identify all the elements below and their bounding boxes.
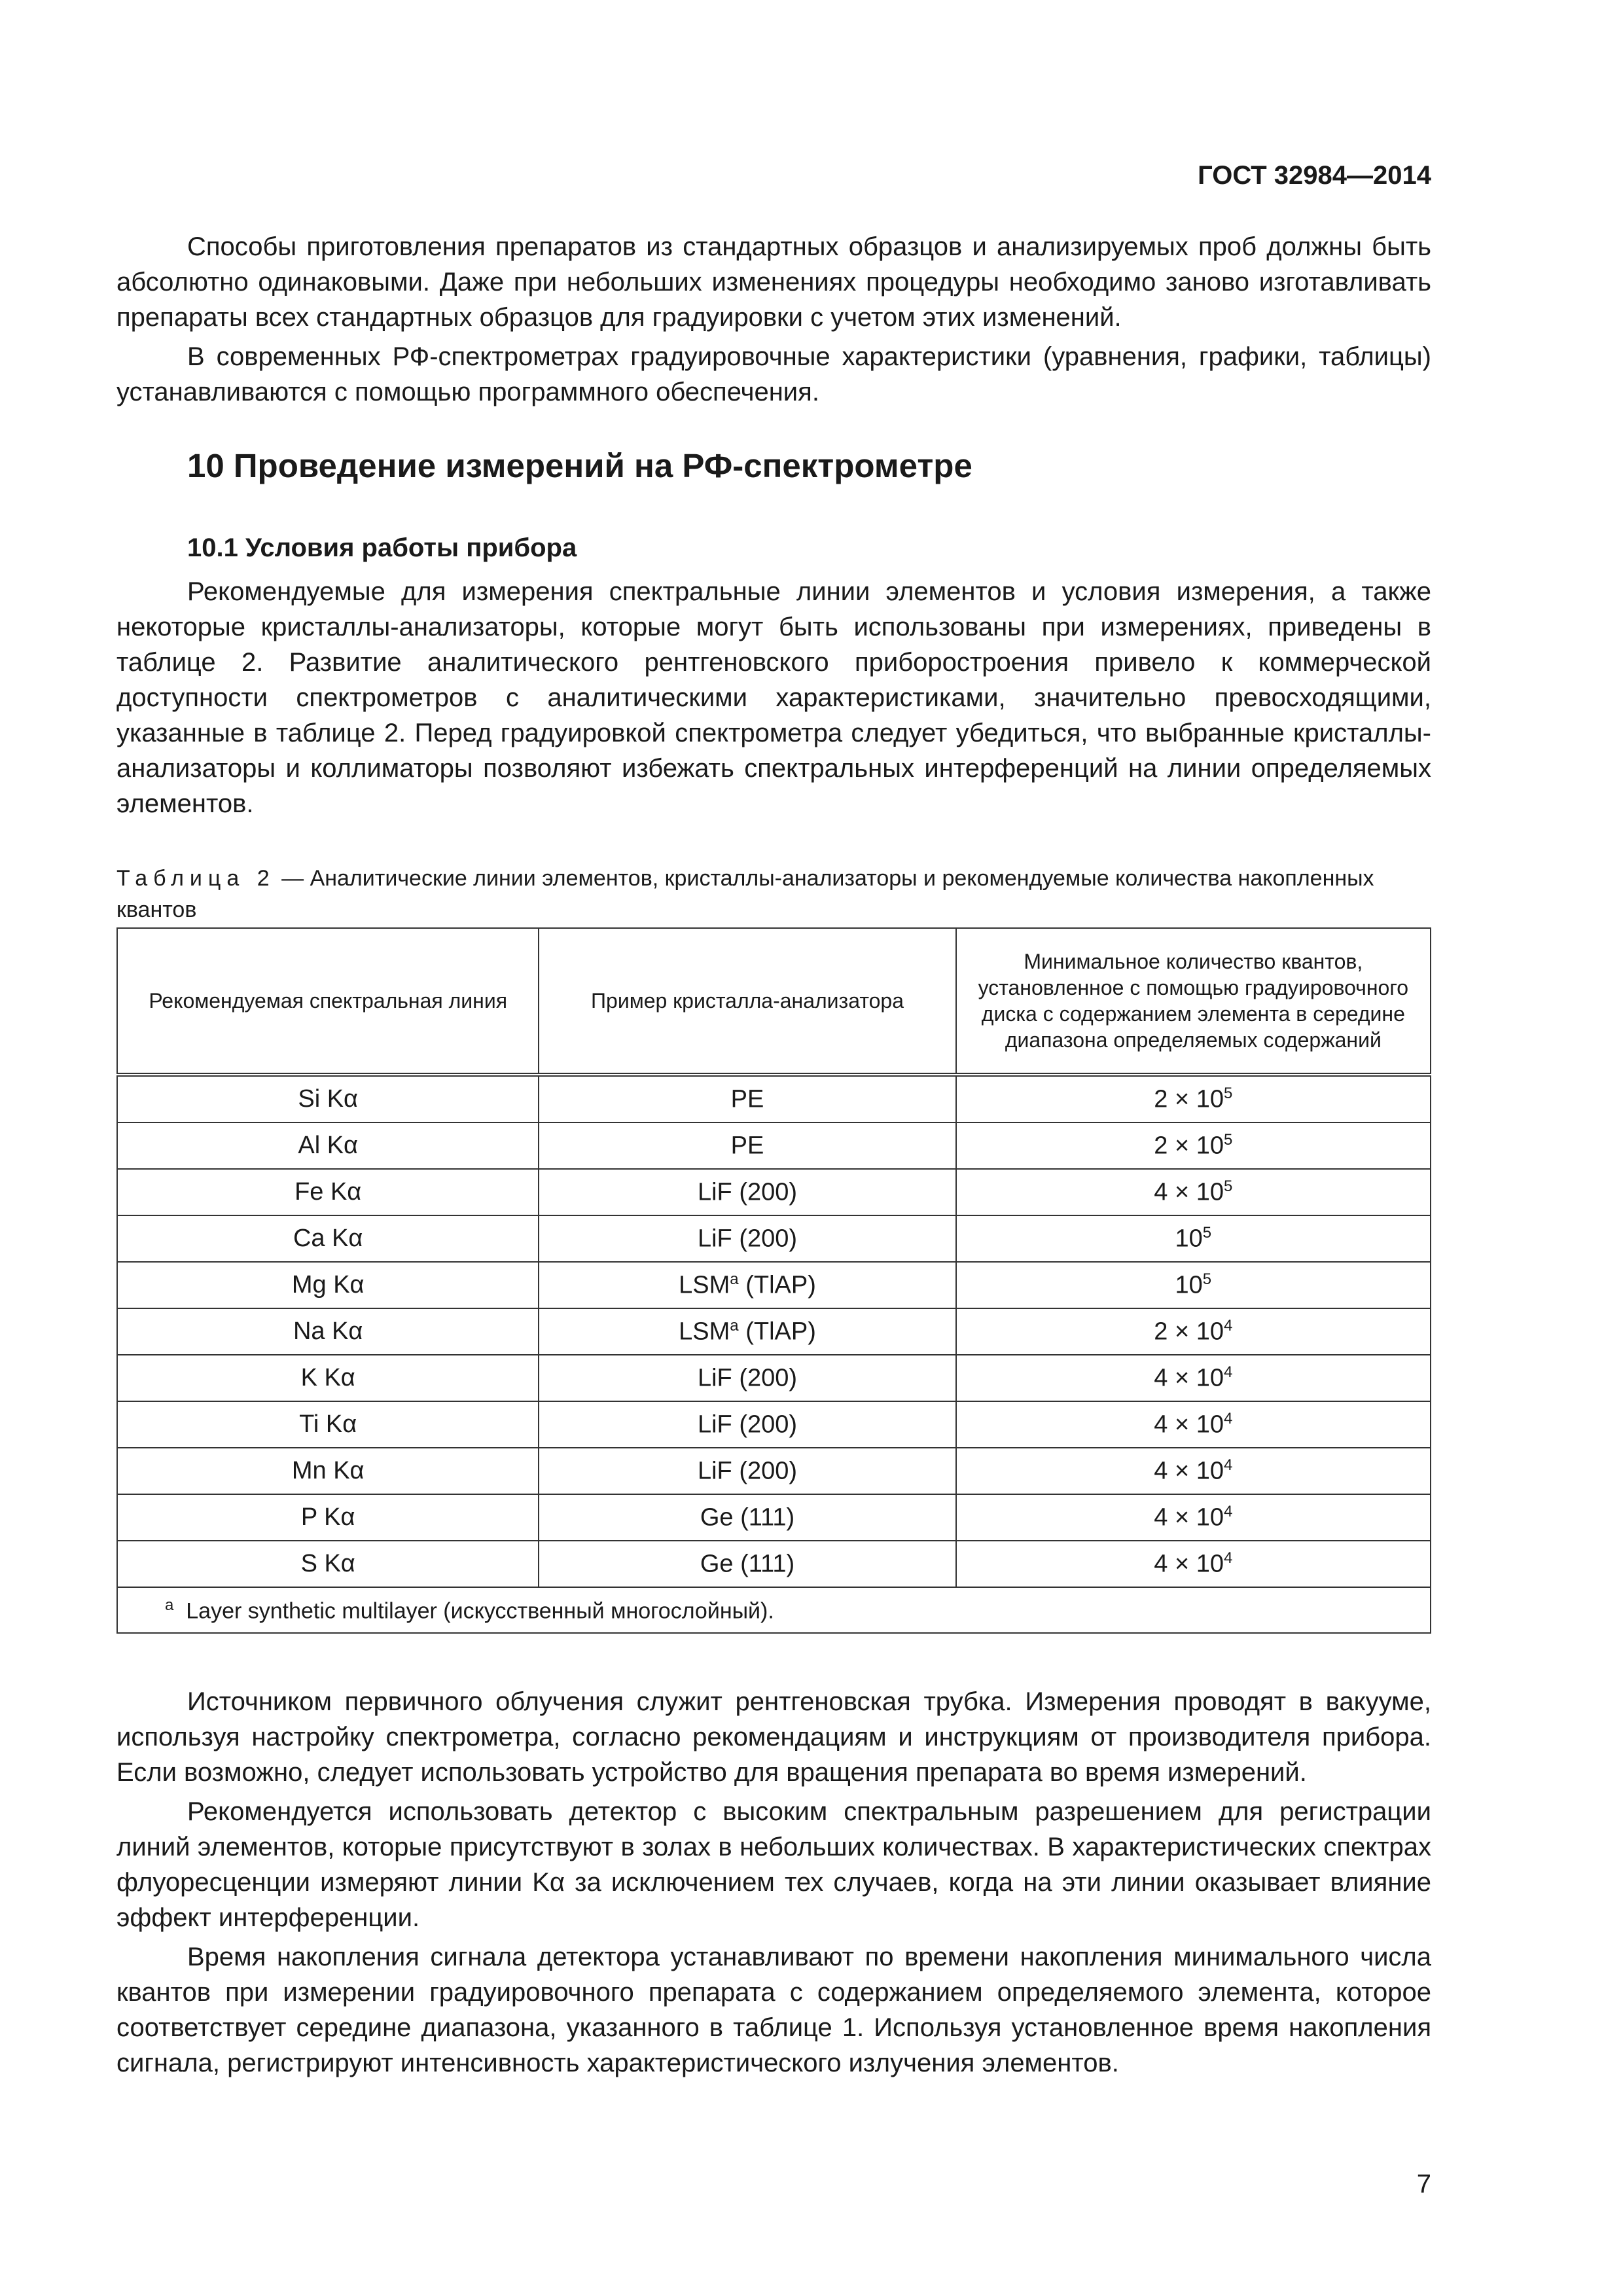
cell-count [956,1122,1431,1169]
count-exponent: 4 [1224,1363,1233,1382]
cell-crystal [539,1075,955,1122]
cell-crystal [539,1122,955,1169]
spectral-line-text: Fe Kα [294,1178,362,1206]
spectral-line-text: Si Kα [298,1085,359,1113]
table-header-row [117,928,1431,1075]
count-exponent: 5 [1224,1085,1233,1103]
paragraph: Время накопления сигнала детектора устанавливают по времени накопления минимального числа квантов при измерении градуировочного препарата с содержанием определяемого элемента, которое соответствует середине диапазона, указанного в таблице 1. Используя установленное время накопления сигнала, регистрируют интенсивность характеристического излучения элементов. [116,1943,1431,2077]
spectral-line-text: Na Kα [293,1318,363,1345]
spectral-line-text: S Kα [300,1550,355,1577]
crystal-footnote-mark: a [730,1317,739,1335]
intro-text [116,229,1431,414]
cell-count [956,1494,1431,1541]
cell-spectral-line [117,1541,539,1587]
cell-crystal [539,1541,955,1587]
cell-spectral-line [117,1075,539,1122]
cell-spectral-line [117,1355,539,1401]
column-header-count: Минимальное количество квантов, установленное с помощью градуировочного диска с содержанием элемента в середине диапазона определяемых содержаний [956,928,1431,1075]
cell-spectral-line [117,1262,539,1308]
table-row [117,1169,1431,1215]
table-row [117,1401,1431,1448]
section-text [116,574,1431,825]
subsection-heading-block [116,533,1431,563]
crystal-text: LiF (200) [697,1225,798,1253]
spectral-line-text: Ti Kα [299,1410,357,1438]
count-exponent: 4 [1224,1410,1233,1428]
paragraph: Источником первичного облучения служит рентгеновская трубка. Измерения проводят в вакууме, используя настройку спектрометра, согласно рекомендациям и инструкциям от производителя прибора. Если возможно, следует использовать устройство для вращения препарата во время измерений. [116,1687,1431,1787]
count-text: 2 × 10 [1154,1318,1224,1346]
cell-crystal [539,1355,955,1401]
count-text: 10 [1175,1271,1203,1299]
cell-spectral-line [117,1401,539,1448]
count-text: 2 × 10 [1154,1132,1224,1160]
crystal-text: LSM [679,1271,730,1299]
table-row [117,1262,1431,1308]
crystal-text: Ge (111) [700,1503,795,1532]
count-exponent: 4 [1224,1503,1233,1521]
crystal-text: LiF (200) [697,1457,798,1485]
spectral-line-text: P Kα [300,1503,355,1531]
count-exponent: 4 [1224,1456,1233,1475]
crystal-footnote-mark: a [730,1270,739,1289]
crystal-text: LSM [679,1318,730,1346]
cell-count [956,1169,1431,1215]
cell-count [956,1355,1431,1401]
column-header-line: Рекомендуемая спектральная линия [117,928,539,1075]
count-text: 4 × 10 [1154,1503,1224,1532]
cell-crystal [539,1494,955,1541]
table-row [117,1122,1431,1169]
cell-crystal [539,1215,955,1262]
count-text: 10 [1175,1225,1203,1253]
cell-crystal [539,1401,955,1448]
paragraph: В современных РФ-спектрометрах градуировочные характеристики (уравнения, графики, таблицы) устанавливаются с помощью программного обеспечения. [116,342,1431,406]
table-caption-text: — Аналитические линии элементов, кристаллы-анализаторы и рекомендуемые количества накопленных квантов [116,866,1374,922]
table-caption-label: Таблица 2 [116,866,276,891]
table-footnote [117,1587,1431,1633]
count-text: 4 × 10 [1154,1178,1224,1206]
cell-count [956,1308,1431,1355]
cell-crystal [539,1262,955,1308]
table-row [117,1075,1431,1122]
count-text: 4 × 10 [1154,1364,1224,1392]
cell-spectral-line [117,1169,539,1215]
table-row [117,1355,1431,1401]
spectral-line-text: Mg Kα [291,1271,365,1299]
count-exponent: 4 [1224,1317,1233,1335]
footnote-text: Layer synthetic multilayer (искусственный многослойный). [186,1598,774,1624]
document-id: ГОСТ 32984—2014 [1198,161,1431,190]
count-text: 4 × 10 [1154,1410,1224,1439]
paragraph: Рекомендуемые для измерения спектральные линии элементов и условия измерения, а также некоторые кристаллы-анализаторы, которые могут быть использованы при измерениях, приведены в таблице 2. Развитие аналитического рентгеновского приборостроения привело к коммерческой доступности спектрометров с аналитическими характеристиками, значительно превосходящими, указанные в таблице 2. Перед градуировкой спектрометра следует убедиться, что выбранные кристаллы-анализаторы и коллиматоры позволяют избежать спектральных интерференций на линии определяемых элементов. [116,577,1431,818]
crystal-suffix-text: (TlAP) [738,1318,816,1346]
data-table [116,927,1431,1634]
cell-spectral-line [117,1494,539,1541]
count-text: 4 × 10 [1154,1457,1224,1485]
spectral-line-text: K Kα [300,1364,355,1391]
spectral-line-text: Ca Kα [293,1225,363,1252]
cell-count [956,1075,1431,1122]
subsection-title: 10.1 Условия работы прибора [187,533,577,562]
count-text: 2 × 10 [1154,1085,1224,1113]
column-header-crystal: Пример кристалла-анализатора [539,928,955,1075]
table-row [117,1215,1431,1262]
crystal-suffix-text: (TlAP) [738,1271,816,1299]
section-heading-block [116,446,1431,485]
paragraph: Рекомендуется использовать детектор с высоким спектральным разрешением для регистрации линий элементов, которые присутствуют в золах в небольших количествах. В характеристических спектрах флуоресценции измеряют линии Kα за исключением тех случаев, когда на эти линии оказывает влияние эффект интерференции. [116,1797,1431,1932]
cell-spectral-line [117,1215,539,1262]
paragraph: Способы приготовления препаратов из стандартных образцов и анализируемых проб должны быть абсолютно одинаковыми. Даже при небольших изменениях процедуры необходимо заново изготавливать препараты всех стандартных образцов для градуировки с учетом этих изменений. [116,232,1431,332]
crystal-text: PE [730,1085,764,1113]
crystal-text: LiF (200) [697,1178,798,1206]
count-exponent: 5 [1202,1270,1212,1289]
crystal-text: Ge (111) [700,1550,795,1578]
cell-count [956,1262,1431,1308]
crystal-text: LiF (200) [697,1364,798,1392]
count-exponent: 5 [1202,1224,1212,1242]
cell-spectral-line [117,1448,539,1494]
spectral-line-text: Al Kα [298,1132,359,1159]
count-exponent: 4 [1224,1549,1233,1568]
closing-text [116,1684,1431,2085]
crystal-text: PE [730,1132,764,1160]
count-exponent: 5 [1224,1177,1233,1196]
spectral-line-text: Mn Kα [291,1457,365,1484]
crystal-text: LiF (200) [697,1410,798,1439]
cell-crystal [539,1169,955,1215]
table-footnote-row [117,1587,1431,1633]
footnote-mark: a [165,1596,174,1614]
table-row [117,1308,1431,1355]
table-row [117,1494,1431,1541]
cell-count [956,1541,1431,1587]
cell-count [956,1448,1431,1494]
section-title: 10 Проведение измерений на РФ-спектрометре [187,447,972,484]
cell-crystal [539,1448,955,1494]
table-row [117,1448,1431,1494]
table-row [117,1541,1431,1587]
cell-spectral-line [117,1122,539,1169]
table-caption [116,863,1431,925]
count-text: 4 × 10 [1154,1550,1224,1578]
count-exponent: 5 [1224,1131,1233,1149]
cell-crystal [539,1308,955,1355]
cell-spectral-line [117,1308,539,1355]
cell-count [956,1401,1431,1448]
page-number: 7 [1416,2170,1431,2198]
cell-count [956,1215,1431,1262]
